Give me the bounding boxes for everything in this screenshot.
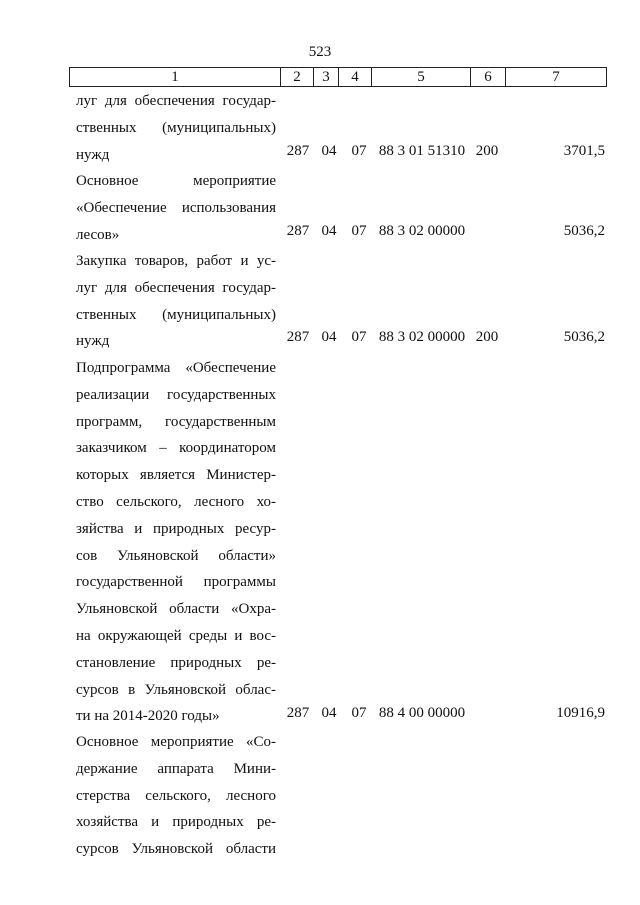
description-line: государственной программы <box>76 574 276 591</box>
cell-section: 04 <box>321 705 337 721</box>
description-line: «Обеспечение использования <box>76 199 276 216</box>
description-line: Подпрограмма «Обеспечение <box>76 360 276 376</box>
cell-amount: 5036,2 <box>563 223 605 239</box>
cell-ministry-code: 287 <box>286 223 310 239</box>
description-line: держание аппарата Мини- <box>76 760 276 777</box>
column-header-4: 4 <box>339 68 372 86</box>
cell-expense-type: 200 <box>475 143 499 159</box>
description-line: заказчиком – координатором <box>76 440 276 457</box>
column-header-7: 7 <box>552 69 560 85</box>
description-line: стерства сельского, лесного <box>76 787 276 804</box>
description-line: ственных (муниципальных) <box>76 306 276 323</box>
cell-target-article: 88 3 02 00000 <box>378 329 466 345</box>
cell-amount: 5036,2 <box>563 329 605 345</box>
cell-section: 04 <box>321 223 337 239</box>
description-line: лесов» <box>76 226 120 243</box>
description-line: Закупка товаров, работ и ус- <box>76 253 276 269</box>
cell-target-article: 88 3 01 51310 <box>378 143 466 159</box>
column-header-1: 1 <box>70 68 281 86</box>
cell-amount: 3701,5 <box>563 143 605 159</box>
description-line: которых является Министер- <box>76 467 276 484</box>
cell-subsection: 07 <box>351 329 367 345</box>
description-line: реализации государственных <box>76 386 276 403</box>
description-line: Основное мероприятие «Со- <box>76 734 276 750</box>
column-header-6: 6 <box>471 68 506 86</box>
description-line: Основное мероприятие <box>76 173 276 189</box>
description-line: нужд <box>76 146 110 163</box>
description-line: сурсов в Ульяновской облас- <box>76 681 276 698</box>
cell-section: 04 <box>321 329 337 345</box>
description-line: Ульяновской области «Охра- <box>76 601 276 618</box>
row-description <box>76 355 276 730</box>
cell-target-article: 88 4 00 00000 <box>378 705 466 721</box>
page-number: 523 <box>308 44 332 60</box>
column-header-3: 3 <box>314 68 339 86</box>
description-line: ство сельского, лесного хо- <box>76 493 276 510</box>
description-line: нужд <box>76 333 110 350</box>
row-description <box>76 729 276 863</box>
cell-subsection: 07 <box>351 705 367 721</box>
column-header-5: 5 <box>372 68 471 86</box>
description-line: хозяйства и природных ре- <box>76 814 276 831</box>
description-line: зяйства и природных ресур- <box>76 520 276 537</box>
cell-section: 04 <box>321 143 337 159</box>
description-line: становление природных ре- <box>76 654 276 671</box>
cell-subsection: 07 <box>351 143 367 159</box>
description-line: луг для обеспечения государ- <box>76 279 276 296</box>
cell-amount: 10916,9 <box>556 705 605 721</box>
cell-target-article: 88 3 02 00000 <box>378 223 466 239</box>
cell-expense-type: 200 <box>475 329 499 345</box>
row-description <box>76 168 276 248</box>
description-line: ти на 2014-2020 годы» <box>76 708 220 725</box>
cell-ministry-code: 287 <box>286 705 310 721</box>
description-line: сурсов Ульяновской области <box>76 841 276 858</box>
description-line: ственных (муниципальных) <box>76 119 276 136</box>
row-description <box>76 88 276 168</box>
table-header <box>69 67 607 87</box>
cell-ministry-code: 287 <box>286 329 310 345</box>
description-line: сов Ульяновской области» <box>76 547 276 564</box>
column-header-2: 2 <box>281 68 314 86</box>
description-line: на окружающей среды и вос- <box>76 627 276 644</box>
cell-subsection: 07 <box>351 223 367 239</box>
description-line: луг для обеспечения государ- <box>76 93 276 109</box>
row-description <box>76 248 276 355</box>
cell-ministry-code: 287 <box>286 143 310 159</box>
description-line: программ, государственным <box>76 413 276 430</box>
